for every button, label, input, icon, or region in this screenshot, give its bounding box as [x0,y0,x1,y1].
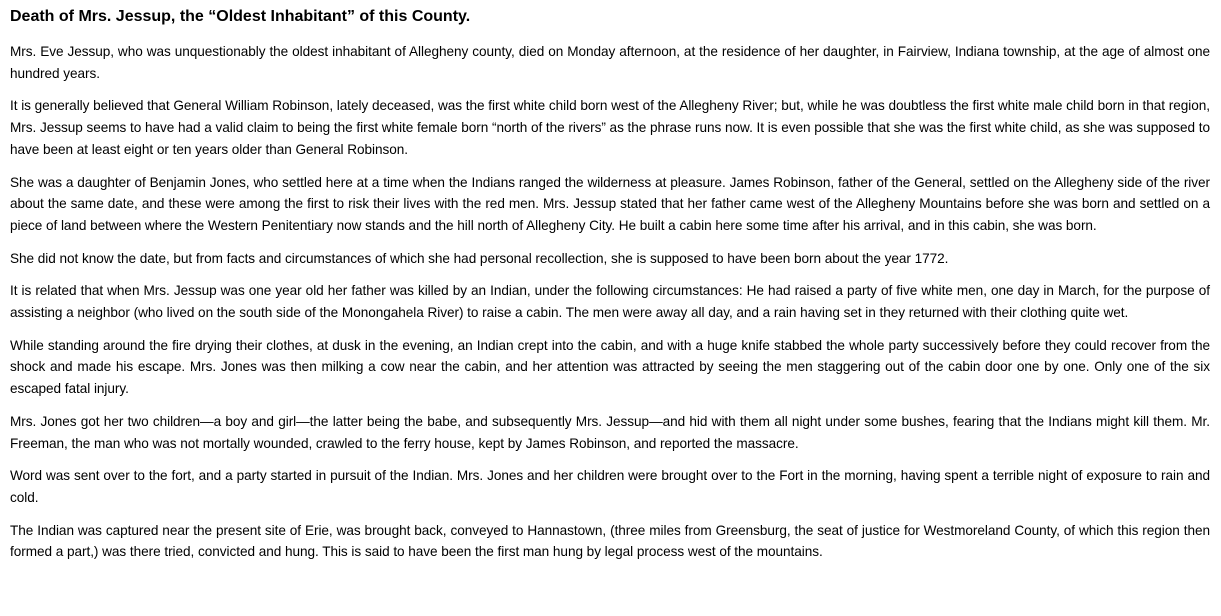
paragraph: While standing around the fire drying their clothes, at dusk in the evening, an Indian crept into the cabin, and with a huge knife stabbed the whole party successively before they could recover from the shock and made his escape. Mrs. Jones was then milking a cow near the cabin, and her attention was attracted by seeing the men staggering out of the cabin door one by one. Only one of the six escaped fatal injury. [10,337,1210,397]
paragraph: It is related that when Mrs. Jessup was one year old her father was killed by an Indian, under the following circumstances: He had raised a party of five white men, one day in March, for the purpose of assisting a neighbor (who lived on the south side of the Monongahela River) to raise a cabin. The men were away all day, and a rain having set in they returned with their clothing quite wet. [10,283,1210,321]
paragraph: Word was sent over to the fort, and a party started in pursuit of the Indian. Mrs. Jones and her children were brought over to the Fort in the morning, having spent a terrible night of exposure to rain and cold. [10,468,1210,505]
article-title: Death of Mrs. Jessup, the “Oldest Inhabitant” of this County. [10,8,471,25]
paragraph: The Indian was captured near the present site of Erie, was brought back, conveyed to Hannastown, (three miles from Greensburg, the seat of justice for Westmoreland County, of which this region then formed a part,) was there tried, convicted and hung. This is said to have been the first man hung by legal process west of the mountains. [10,522,1210,560]
paragraph: Mrs. Jones got her two children—a boy and girl—the latter being the babe, and subsequently Mrs. Jessup—and hid with them all night under some bushes, fearing that the Indians might kill them. Mr. Freeman, the man who was not mortally wounded, crawled to the ferry house, kept by James Robinson, and reported the massacre. [10,413,1210,451]
paragraph: She was a daughter of Benjamin Jones, who settled here at a time when the Indians ranged the wilderness at pleasure. James Robinson, father of the General, settled on the Allegheny side of the river about the same date, and these were among the first to risk their lives with the red men. Mrs. Jessup stated that her father came west of the Allegheny Mountains before she was born and settled on a piece of land between where the Western Penitentiary now stands and the hill north of Allegheny City. He built a cabin here some time after his arrival, and in this cabin, she was born. [10,174,1210,233]
paragraph: Mrs. Eve Jessup, who was unquestionably the oldest inhabitant of Allegheny county, died on Monday afternoon, at the residence of her daughter, in Fairview, Indiana township, at the age of almost one hundred years. [10,44,1210,81]
paragraph: It is generally believed that General William Robinson, lately deceased, was the first white child born west of the Allegheny River; but, while he was doubtless the first white male child born in that region, Mrs. Jessup seems to have had a valid claim to being the first white female born “north of the rivers” as the phrase runs now. It is even possible that she was the first white child, as she was supposed to have been at least eight or ten years older than General Robinson. [10,98,1210,157]
paragraph: She did not know the date, but from facts and circumstances of which she had personal recollection, she is supposed to have been born about the year 1772. [10,250,949,266]
